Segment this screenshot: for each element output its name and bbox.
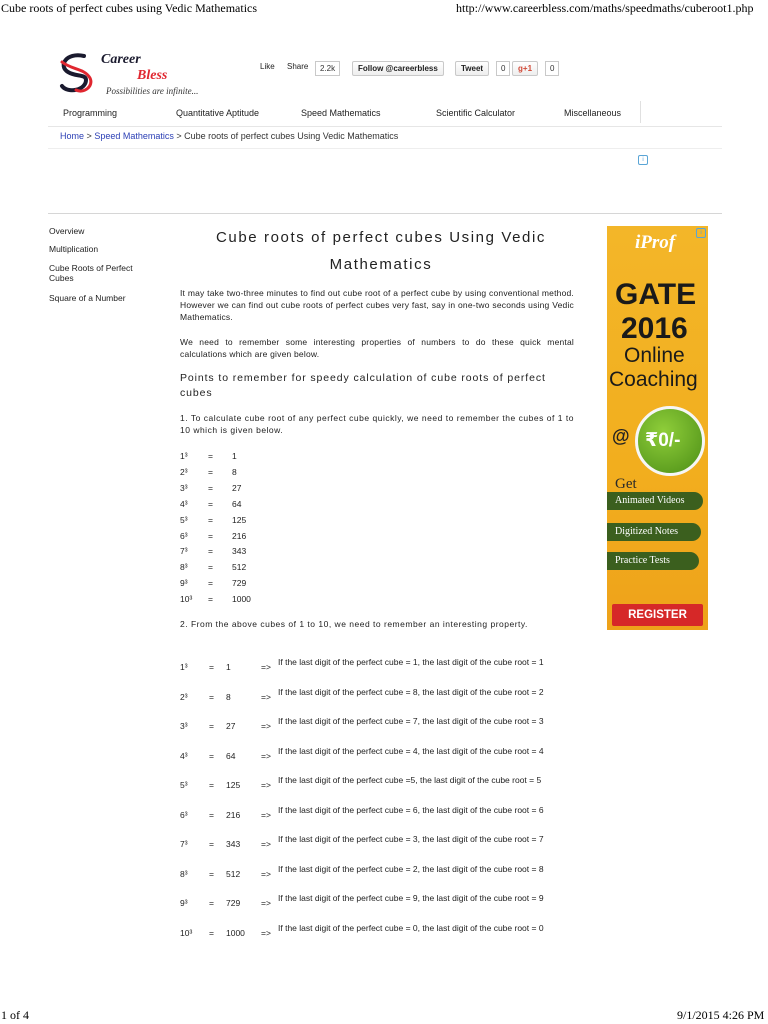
print-header-title: Cube roots of perfect cubes using Vedic Mathematics <box>1 1 258 15</box>
cube-val: 512 <box>232 562 247 573</box>
gplus-button[interactable] <box>512 61 538 76</box>
content-rule <box>48 213 722 214</box>
breadcrumb-rule <box>48 148 722 149</box>
print-footer-page: 1 of 4 <box>1 1008 29 1022</box>
ad-brand: iProf <box>635 232 676 253</box>
property-val: 8 <box>226 691 231 702</box>
property-eq: = <box>209 662 214 672</box>
property-rule-text: If the last digit of the perfect cube = 2, the last digit of the cube root = 8 <box>278 863 544 874</box>
cube-base: 1³ <box>180 451 188 461</box>
property-arrow: => <box>261 809 271 820</box>
print-header-url: http://www.careerbless.com/maths/speedmaths/cuberoot1.php <box>456 1 754 15</box>
cube-base: 2³ <box>180 466 188 477</box>
cube-eq: = <box>208 482 213 493</box>
property-base: 3³ <box>180 721 188 731</box>
property-val: 512 <box>226 868 241 879</box>
property-val: 729 <box>226 898 241 908</box>
breadcrumb-separator: > <box>86 131 92 141</box>
cube-base: 5³ <box>180 514 188 525</box>
property-arrow: => <box>261 662 271 672</box>
breadcrumb-separator: > <box>176 131 182 141</box>
tweet-button[interactable]: Tweet <box>455 61 489 76</box>
sidebar-item-cube-roots[interactable]: Cube Roots of Perfect Cubes <box>49 263 133 283</box>
property-arrow: => <box>261 691 271 702</box>
property-rule-text: If the last digit of the perfect cube = 9, the last digit of the cube root = 9 <box>278 893 544 903</box>
ad-price: ₹0/- <box>645 430 681 451</box>
logo-text-career[interactable]: Career <box>101 52 141 67</box>
ad-feature-animated-videos: Animated Videos <box>607 492 703 510</box>
cube-val: 343 <box>232 546 247 557</box>
print-footer-datetime: 9/1/2015 4:26 PM <box>677 1008 765 1022</box>
property-val: 343 <box>226 839 241 849</box>
intro-paragraph: It may take two-three minutes to find out cube root of a perfect cube by using conventional method. However we can find out cube roots of perfect cubes very fast, say in one-two seconds using Vedic Mathematics. <box>180 288 574 322</box>
sidebar-item-multiplication[interactable]: Multiplication <box>49 244 99 254</box>
share-button[interactable]: Share <box>287 62 309 71</box>
property-base: 4³ <box>180 750 188 761</box>
logo-text-bless[interactable]: Bless <box>137 68 168 83</box>
cube-eq: = <box>208 514 213 525</box>
property-arrow: => <box>261 780 271 790</box>
cube-val: 27 <box>232 482 242 493</box>
property-arrow: => <box>261 750 271 761</box>
property-val: 64 <box>226 750 236 761</box>
follow-button[interactable]: Follow @careerbless <box>352 61 444 76</box>
point-2-text: 2. From the above cubes of 1 to 10, we need to remember an interesting property. <box>180 619 528 629</box>
property-eq: = <box>209 780 214 790</box>
property-base: 7³ <box>180 839 188 849</box>
cube-eq: = <box>208 562 213 573</box>
logo-mark[interactable] <box>54 50 102 98</box>
point-1-text: 1. To calculate cube root of any perfect cube quickly, we need to remember the cubes of 1 to 10 which is given below. <box>180 413 574 435</box>
property-rule-text: If the last digit of the perfect cube = 7, the last digit of the cube root = 3 <box>278 716 544 726</box>
ad-headline-online: Online <box>624 344 685 367</box>
property-eq: = <box>209 750 214 761</box>
ad-feature-practice-tests: Practice Tests <box>607 552 699 570</box>
menu-item-miscellaneous[interactable]: Miscellaneous <box>564 108 622 118</box>
cube-base: 4³ <box>180 498 188 509</box>
property-eq: = <box>209 721 214 731</box>
property-arrow: => <box>261 839 271 849</box>
ad-banner[interactable] <box>607 226 708 643</box>
ad-register-button[interactable]: REGISTER FREE <box>612 604 703 626</box>
menu-item-quantitative-aptitude[interactable]: Quantitative Aptitude <box>176 108 260 118</box>
breadcrumb-current: Cube roots of perfect cubes Using Vedic Mathematics <box>184 131 399 141</box>
cube-eq: = <box>208 578 213 589</box>
menu-divider <box>640 101 641 123</box>
property-eq: = <box>209 839 214 849</box>
ad-info-icon[interactable]: i <box>696 228 706 238</box>
property-base: 1³ <box>180 662 188 672</box>
cube-val: 8 <box>232 466 237 477</box>
cube-val: 64 <box>232 498 242 509</box>
logo-tagline: Possibilities are infinite... <box>106 86 199 96</box>
cube-eq: = <box>208 594 213 605</box>
property-base: 8³ <box>180 868 188 879</box>
breadcrumb-home[interactable]: Home <box>60 131 85 141</box>
property-base: 6³ <box>180 809 188 820</box>
cube-val: 125 <box>232 514 247 525</box>
menu-item-speed-mathematics[interactable]: Speed Mathematics <box>301 108 381 118</box>
adchoices-icon[interactable]: i <box>638 155 648 165</box>
cube-eq: = <box>208 451 213 461</box>
property-arrow: => <box>261 721 271 731</box>
share-count: 2.2k <box>315 61 340 76</box>
property-arrow: => <box>261 927 271 938</box>
cube-val: 1000 <box>232 594 251 605</box>
cube-base: 9³ <box>180 578 188 589</box>
property-base: 10³ <box>180 927 193 938</box>
menu-rule <box>48 126 722 127</box>
cube-eq: = <box>208 530 213 541</box>
property-eq: = <box>209 809 214 820</box>
cube-base: 8³ <box>180 562 188 573</box>
property-rule-text: If the last digit of the perfect cube = 6, the last digit of the cube root = 6 <box>278 804 544 815</box>
property-rule-text: If the last digit of the perfect cube = 1, the last digit of the cube root = 1 <box>278 657 544 667</box>
ad-headline-year: 2016 <box>621 312 688 345</box>
cube-base: 3³ <box>180 482 188 493</box>
cube-eq: = <box>208 546 213 557</box>
property-base: 5³ <box>180 780 188 790</box>
property-eq: = <box>209 898 214 908</box>
property-val: 27 <box>226 721 236 731</box>
properties-paragraph: We need to remember some interesting properties of numbers to do these quick mental calculations which are given below. <box>180 337 574 359</box>
property-eq: = <box>209 868 214 879</box>
cube-base: 7³ <box>180 546 188 557</box>
cube-val: 1 <box>232 451 237 461</box>
property-rule-text: If the last digit of the perfect cube = 3, the last digit of the cube root = 7 <box>278 834 544 844</box>
ad-headline-gate: GATE <box>615 278 697 311</box>
sidebar-item-overview[interactable]: Overview <box>49 226 85 236</box>
ad-at-sign: @ <box>612 426 630 446</box>
breadcrumb <box>60 131 398 141</box>
property-val: 1 <box>226 662 231 672</box>
menu-item-scientific-calculator[interactable]: Scientific Calculator <box>436 108 516 118</box>
ad-get-label: Get <box>615 476 637 492</box>
property-base: 2³ <box>180 691 188 702</box>
property-rule-text: If the last digit of the perfect cube =5, the last digit of the cube root = 5 <box>278 775 542 785</box>
gplus-label: +1 <box>522 64 533 73</box>
gplus-icon: g <box>518 64 523 73</box>
property-rule-text: If the last digit of the perfect cube = 8, the last digit of the cube root = 2 <box>278 686 544 697</box>
property-val: 1000 <box>226 927 245 938</box>
page-title: Cube roots of perfect cubes Using Vedic Mathematics <box>215 229 547 273</box>
cube-base: 10³ <box>180 594 193 605</box>
cube-eq: = <box>208 466 213 477</box>
property-val: 216 <box>226 809 241 820</box>
like-button[interactable]: Like <box>260 62 275 71</box>
property-arrow: => <box>261 898 271 908</box>
property-base: 9³ <box>180 898 188 908</box>
menu-item-programming[interactable]: Programming <box>63 108 118 118</box>
gplus-count: 0 <box>545 61 559 76</box>
ad-headline-coaching: Coaching <box>609 368 698 391</box>
property-rule-text: If the last digit of the perfect cube = 4, the last digit of the cube root = 4 <box>278 745 544 756</box>
section-heading: Points to remember for speedy calculation of cube roots of perfect cubes <box>180 372 546 399</box>
property-val: 125 <box>226 780 241 790</box>
sidebar-item-square-of-number[interactable]: Square of a Number <box>49 293 126 303</box>
property-eq: = <box>209 691 214 702</box>
ad-feature-digitized-notes: Digitized Notes <box>607 523 701 541</box>
cube-base: 6³ <box>180 530 188 541</box>
tweet-count: 0 <box>496 61 510 76</box>
property-eq: = <box>209 927 214 938</box>
property-arrow: => <box>261 868 271 879</box>
cube-eq: = <box>208 498 213 509</box>
cube-val: 216 <box>232 530 247 541</box>
breadcrumb-speed-mathematics[interactable]: Speed Mathematics <box>94 131 174 141</box>
cube-val: 729 <box>232 578 247 589</box>
property-rule-text: If the last digit of the perfect cube = 0, the last digit of the cube root = 0 <box>278 922 544 933</box>
